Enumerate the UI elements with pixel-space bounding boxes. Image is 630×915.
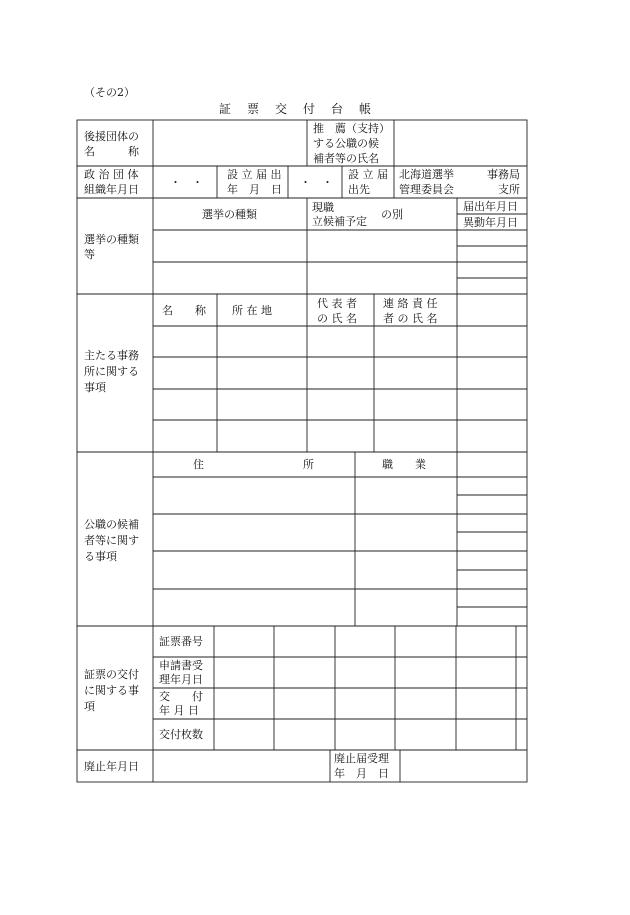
org-name-label-l2: 名 称 bbox=[84, 145, 139, 158]
office-section-label-l3: 事項 bbox=[84, 381, 106, 394]
issuance-section-label-l2: に関する事 bbox=[84, 684, 139, 697]
office-bureau-l2: 支所 bbox=[498, 183, 520, 196]
abolition-receipt-field[interactable] bbox=[401, 751, 526, 781]
abolition-receipt-label-l2: 年 月 日 bbox=[334, 767, 389, 780]
org-name-field[interactable] bbox=[154, 121, 306, 165]
candidate-section-label-l1: 公職の候補 bbox=[84, 518, 139, 531]
election-type-header: 選挙の種類 bbox=[202, 208, 257, 221]
form-subtitle: （その2） bbox=[84, 86, 135, 99]
planned-header: 立候補予定 bbox=[312, 215, 367, 228]
issuance-section-label-l3: 項 bbox=[84, 700, 95, 713]
notification-date-label-l2: 年 月 日 bbox=[227, 183, 282, 196]
contact-header-l1: 連 絡 責 任 bbox=[383, 297, 438, 310]
candidate-section-label-l3: る事項 bbox=[84, 550, 117, 563]
office-bureau-l1: 事務局 bbox=[487, 168, 520, 181]
candidate-name-label-l2: する公職の候 bbox=[313, 137, 379, 150]
establish-date-label-l2: 組織年月日 bbox=[84, 183, 139, 196]
election-section-label-l2: 等 bbox=[84, 248, 95, 261]
voucher-number-label: 証票番号 bbox=[159, 635, 203, 648]
establish-date-dots[interactable]: ・ ・ bbox=[170, 176, 203, 189]
org-name-label-l1: 後援団体の bbox=[84, 130, 139, 143]
representative-header-l2: の 氏 名 bbox=[317, 312, 357, 325]
establish-date-label-l1: 政 治 団 体 bbox=[84, 168, 139, 181]
notification-date-dots[interactable]: ・ ・ bbox=[300, 176, 333, 189]
issue-date-label-l2: 年 月 日 bbox=[159, 704, 199, 717]
incumbent-header: 現職 bbox=[312, 201, 334, 214]
notification-date-label-l1: 設 立 届 出 bbox=[227, 168, 282, 181]
candidate-name-label-l1: 推 薦（支持） bbox=[313, 122, 390, 135]
committee-l2: 管理委員会 bbox=[399, 183, 454, 196]
issue-count-label: 交付枚数 bbox=[159, 728, 203, 741]
office-section-label-l2: 所に関する bbox=[84, 365, 139, 378]
candidate-name-label-l3: 補者等の氏名 bbox=[313, 152, 379, 165]
candidate-name-field[interactable] bbox=[395, 121, 526, 165]
issuance-section-label-l1: 証票の交付 bbox=[84, 668, 139, 681]
committee-l1: 北海道選挙 bbox=[399, 168, 454, 181]
notification-dest-label-l1: 設 立 届 bbox=[348, 168, 388, 181]
election-section-label-l1: 選挙の種類 bbox=[84, 233, 139, 246]
office-location-header: 所 在 地 bbox=[232, 304, 272, 317]
occupation-header: 職 業 bbox=[382, 458, 426, 471]
contact-header-l2: 者 の 氏 名 bbox=[383, 312, 438, 325]
abolition-date-field[interactable] bbox=[154, 751, 329, 781]
office-name-header: 名 称 bbox=[162, 304, 206, 317]
office-section-label-l1: 主たる事務 bbox=[84, 349, 139, 362]
issue-date-label-l1: 交 付 bbox=[159, 690, 203, 703]
abolition-receipt-label-l1: 廃止届受理 bbox=[334, 752, 389, 765]
address-header-b: 所 bbox=[303, 458, 314, 471]
changed-date-header: 異動年月日 bbox=[463, 216, 518, 229]
application-date-label-l2: 理年月日 bbox=[159, 673, 203, 686]
application-date-label-l1: 申請書受 bbox=[159, 659, 203, 672]
notification-dest-label-l2: 出先 bbox=[348, 183, 370, 196]
filed-date-header: 届出年月日 bbox=[463, 200, 518, 213]
form-title: 証 票 交 付 台 帳 bbox=[219, 102, 374, 116]
representative-header-l1: 代 表 者 bbox=[317, 297, 357, 310]
candidate-section-label-l2: 者等に関す bbox=[84, 534, 139, 547]
distinction-header: の別 bbox=[381, 208, 403, 221]
abolition-date-label: 廃止年月日 bbox=[84, 760, 139, 773]
address-header-a: 住 bbox=[193, 458, 204, 471]
